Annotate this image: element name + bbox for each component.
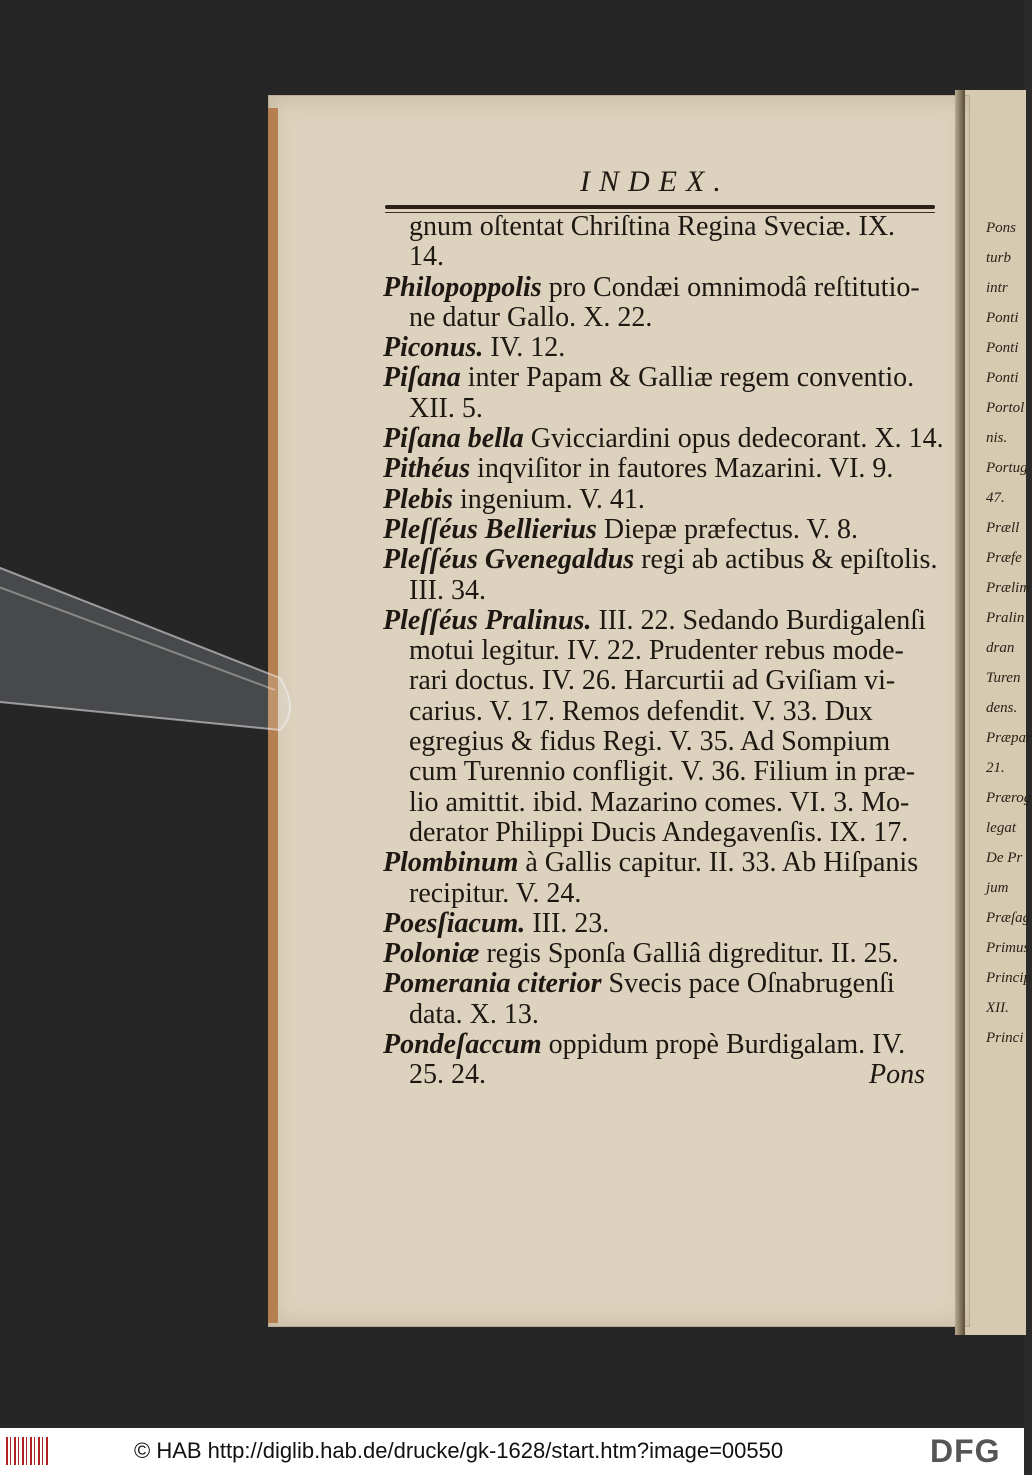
index-line: [383, 333, 943, 363]
index-line: [383, 1000, 943, 1030]
right-page-fragment: Præſag: [986, 910, 1031, 926]
index-entry-text: rari doctus. IV. 26. Harcurtii ad Gviſiam vi-: [409, 665, 896, 697]
index-entry-text: à Gallis capitur. II. 33. Ab Hiſpanis: [525, 847, 919, 879]
gutter: [955, 90, 965, 1335]
index-entry-text: inqviſitor in fautores Mazarini. VI. 9.: [477, 453, 894, 485]
index-term: Pondeſaccum: [383, 1029, 542, 1061]
index-line: [383, 303, 943, 333]
index-line: [383, 273, 943, 303]
right-page-fragment: Portug: [986, 460, 1028, 476]
right-page-fragment: Pralin: [986, 610, 1025, 626]
index-line: [383, 757, 943, 787]
index-line: [383, 818, 943, 848]
index-term: Pleſſéus Bellierius: [383, 513, 597, 545]
index-line: [383, 606, 943, 636]
index-line: [383, 636, 943, 666]
catchword: Pons: [869, 1059, 925, 1091]
index-term: Pleſſéus Pralinus.: [383, 604, 592, 636]
index-line: [383, 788, 943, 818]
index-line: [383, 485, 943, 515]
right-page-fragment: 47.: [986, 490, 1005, 506]
index-entry-text: 25. 24.: [409, 1059, 486, 1091]
index-term: Poesſiacum.: [383, 907, 526, 939]
right-page-fragment: Portol: [986, 400, 1025, 416]
dfg-logo: DFG: [930, 1433, 1001, 1469]
index-line: [383, 212, 943, 242]
index-line: [383, 424, 943, 454]
index-entry-text: XII. 5.: [409, 392, 483, 424]
right-page-fragment: intr: [986, 280, 1008, 296]
right-page-fragment: Præll: [986, 520, 1020, 536]
index-line: [383, 939, 943, 969]
index-term: Piſana bella: [383, 423, 524, 455]
index-entry-text: lio amittit. ibid. Mazarino comes. VI. 3. Mo-: [409, 786, 910, 818]
right-page-fragment: Turen: [986, 670, 1021, 686]
right-page-fragment: Princip: [986, 970, 1031, 986]
index-entry-text: derator Philippi Ducis Andegavenſis. IX. 17.: [409, 816, 909, 848]
index-entry-text: recipitur. V. 24.: [409, 877, 582, 909]
index-line: [383, 727, 943, 757]
index-term: Piſana: [383, 362, 461, 394]
index-line: [383, 515, 943, 545]
index-term: Pomerania citerior: [383, 968, 602, 1000]
index-term: Piconus.: [383, 332, 484, 364]
index-entry-text: regi ab actibus & epiſtolis.: [641, 544, 938, 576]
index-entry-text: oppidum propè Burdigalam. IV.: [548, 1029, 906, 1061]
index-entry-text: pro Condæi omnimodâ reſtitutio-: [548, 271, 920, 303]
right-page-fragment: dran: [986, 640, 1015, 656]
index-entry-text: gnum oſtentat Chriſtina Regina Sveciæ. IX.: [409, 211, 896, 242]
index-line: [383, 969, 943, 999]
barcode-icon: [6, 1437, 48, 1465]
index-entry-text: Diepæ præfectus. V. 8.: [603, 513, 858, 545]
right-page-fragment: dens.: [986, 700, 1018, 716]
index-entry-text: carius. V. 17. Remos defendit. V. 33. Dux: [409, 695, 873, 727]
index-entry-text: data. X. 13.: [409, 998, 539, 1030]
right-page-fragment: 21.: [986, 760, 1005, 776]
index-text: [383, 212, 943, 1091]
right-page-fragment: nis.: [986, 430, 1008, 446]
index-entry-text: egregius & fidus Regi. V. 35. Ad Sompium: [409, 726, 891, 758]
index-line: [383, 1030, 943, 1060]
index-line: [383, 242, 943, 272]
index-line: [383, 363, 943, 393]
index-entry-text: regis Sponſa Galliâ digreditur. II. 25.: [486, 938, 899, 970]
index-entry-text: ne datur Gallo. X. 22.: [409, 301, 653, 333]
right-page-fragment: Ponti: [986, 310, 1019, 326]
index-entry-text: IV. 12.: [490, 332, 566, 364]
copyright-url[interactable]: © HAB http://diglib.hab.de/drucke/gk-1628/start.htm?image=00550: [134, 1438, 784, 1463]
index-entry-text: III. 23.: [532, 907, 610, 939]
index-entry-text: III. 34.: [409, 574, 486, 606]
index-line: [383, 576, 943, 606]
header-rule: [385, 205, 935, 209]
right-page-edge: [962, 90, 1032, 1335]
index-line: [383, 697, 943, 727]
right-page-fragment: legat: [986, 820, 1016, 836]
index-line: [383, 848, 943, 878]
index-entry-text: cum Turennio confligit. V. 36. Filium in præ-: [409, 756, 916, 788]
index-term: Poloniæ: [383, 938, 480, 970]
index-line: [383, 879, 943, 909]
right-page-fragment: Ponti: [986, 370, 1019, 386]
right-page-fragment: Præpar: [986, 730, 1032, 746]
right-page-fragment: XII.: [986, 1000, 1009, 1016]
right-page-fragment: Princi: [986, 1030, 1024, 1046]
index-term: Pithéus: [383, 453, 471, 485]
index-term: Philopoppolis: [383, 271, 542, 303]
index-line: [383, 909, 943, 939]
right-page-fragment: jum: [986, 880, 1009, 896]
index-line: [383, 545, 943, 575]
right-page-fragment: Primus: [986, 940, 1030, 956]
page-header: INDEX.: [580, 165, 730, 198]
page-holder-pointer: [0, 560, 310, 740]
right-page-fragment: Præfe: [986, 550, 1022, 566]
index-entry-text: Gvicciardini opus dedecorant. X. 14.: [530, 423, 944, 455]
right-page-fragment: Ponti: [986, 340, 1019, 356]
right-page-fragment: turb: [986, 250, 1012, 266]
index-entry-text: motui legitur. IV. 22. Prudenter rebus mode-: [409, 635, 904, 667]
index-entry-text: Svecis pace Oſnabrugenſi: [608, 968, 895, 1000]
index-entry-text: inter Papam & Galliæ regem conventio.: [467, 362, 915, 394]
index-entry-text: ingenium. V. 41.: [460, 483, 645, 515]
index-term: Pleſſéus Gvenegaldus: [383, 544, 635, 576]
index-entry-text: III. 22. Sedando Burdigalenſi: [598, 604, 926, 636]
index-line-last: [383, 1060, 943, 1090]
index-term: Plombinum: [383, 847, 519, 879]
index-line: [383, 394, 943, 424]
right-page-fragment: Prærog: [986, 790, 1032, 806]
right-page-fragment: Pons: [986, 220, 1016, 236]
index-line: [383, 454, 943, 484]
index-term: Plebis: [383, 483, 453, 515]
right-page-fragment: Prælim: [986, 580, 1031, 596]
index-line: [383, 666, 943, 696]
footer-bar: [0, 1428, 1024, 1475]
index-entry-text: 14.: [409, 241, 444, 273]
right-page-fragment: De Pr: [986, 850, 1023, 866]
